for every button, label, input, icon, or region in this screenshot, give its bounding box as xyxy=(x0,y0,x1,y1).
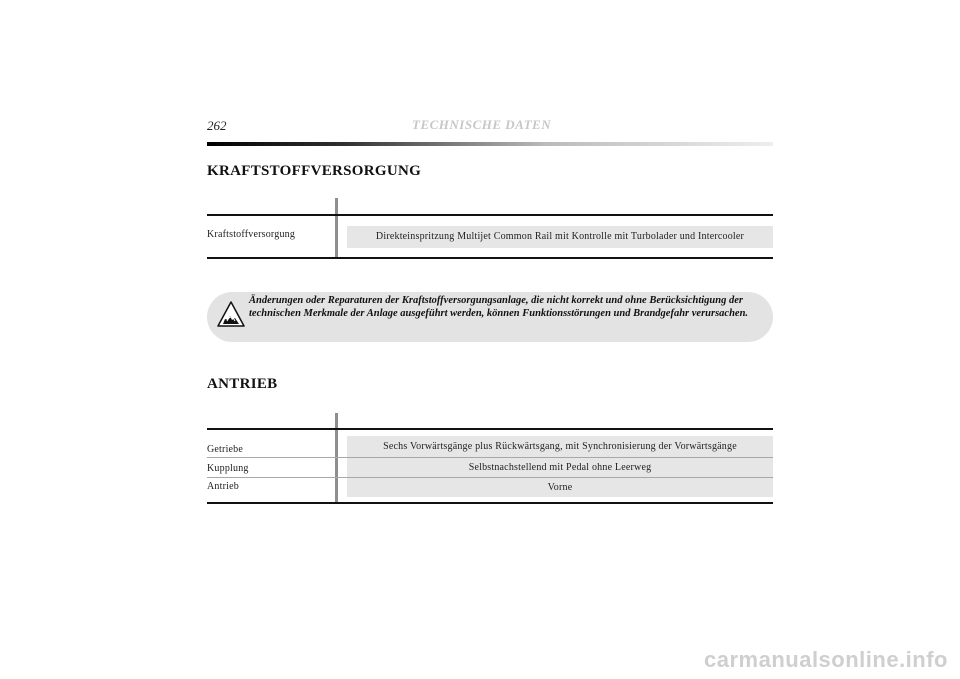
row-label: Kupplung xyxy=(207,463,249,474)
table-bottom-rule xyxy=(207,257,773,259)
row-divider xyxy=(207,457,773,458)
row-divider xyxy=(207,477,773,478)
column-divider xyxy=(335,413,338,504)
section-heading-fuel: KRAFTSTOFFVERSORGUNG xyxy=(207,163,422,179)
watermark: carmanualsonline.info xyxy=(704,647,948,672)
column-divider xyxy=(335,198,338,258)
table-top-rule xyxy=(207,428,773,430)
warning-triangle-icon xyxy=(217,301,245,327)
running-title: TECHNISCHE DATEN xyxy=(412,117,552,132)
row-label: Antrieb xyxy=(207,481,239,492)
page-number: 262 xyxy=(207,118,227,133)
row-value: Sechs Vorwärtsgänge plus Rückwärtsgang, mit Synchronisierung der Vorwärtsgänge xyxy=(383,441,737,452)
section-heading-drive: ANTRIEB xyxy=(207,376,278,392)
row-value: Vorne xyxy=(547,482,573,493)
table-top-rule xyxy=(207,214,773,216)
row-label: Getriebe xyxy=(207,444,244,455)
header-rule xyxy=(207,142,773,146)
warning-text: Änderungen oder Reparaturen der Kraftstoffversorgungsanlage, die nicht korrekt und ohne Berücksichtigung der technischen Merkmale der Anlage ausgeführt werden, können Funktionsstörungen und Brandgefahr verursachen. xyxy=(249,295,749,319)
warning-box xyxy=(207,292,773,342)
fuel-value: Direkteinspritzung Multijet Common Rail mit Kontrolle mit Turbolader und Intercooler xyxy=(347,226,773,248)
table-bottom-rule xyxy=(207,502,773,504)
fuel-label: Kraftstoffversorgung xyxy=(207,229,296,240)
row-value: Selbstnachstellend mit Pedal ohne Leerweg xyxy=(468,462,652,473)
